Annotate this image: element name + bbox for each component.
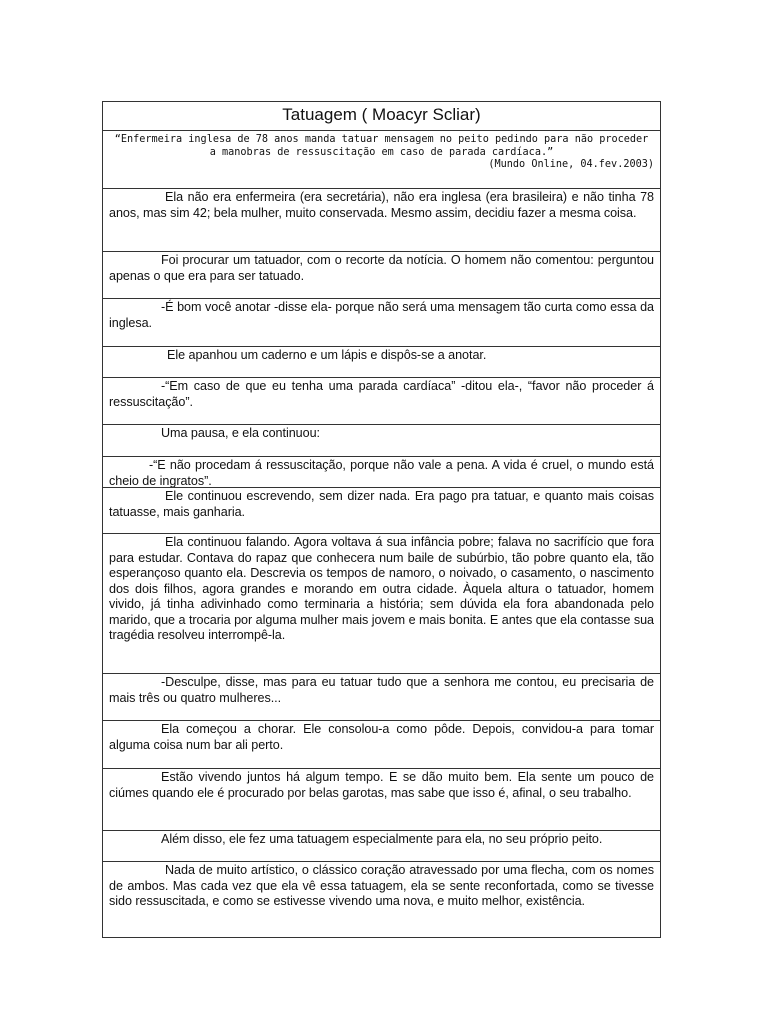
- epigraph: [103, 130, 660, 188]
- paragraph-7: -“E não procedam á ressuscitação, porque não vale a pena. A vida é cruel, o mundo está cheio de ingratos”.: [103, 456, 660, 487]
- paragraph-6: Uma pausa, e ela continuou:: [103, 424, 660, 456]
- paragraph-10: -Desculpe, disse, mas para eu tatuar tudo que a senhora me contou, eu precisaria de mais três ou quatro mulheres...: [103, 673, 660, 720]
- paragraph-8: Ele continuou escrevendo, sem dizer nada. Era pago pra tatuar, e quanto mais coisas tatuasse, mais ganharia.: [103, 487, 660, 533]
- paragraph-1: Ela não era enfermeira (era secretária), não era inglesa (era brasileira) e não tinha 78 anos, mas sim 42; bela mulher, muito conservada. Mesmo assim, decidiu fazer a mesma coisa.: [103, 188, 660, 251]
- paragraph-13: Além disso, ele fez uma tatuagem especialmente para ela, no seu próprio peito.: [103, 830, 660, 861]
- document-title: Tatuagem ( Moacyr Scliar): [282, 105, 481, 124]
- paragraph-4: Ele apanhou um caderno e um lápis e dispôs-se a anotar.: [103, 346, 660, 377]
- paragraph-9: Ela continuou falando. Agora voltava á sua infância pobre; falava no sacrifício que fora para estudar. Contava do rapaz que conhecera num baile de subúrbio, tão pobre quanto ela, tão esperançoso quanto ela. Descrevia os tempos de namoro, o noivado, o casamento, o nascimento dos dois filhos, agora grandes e morando em outra cidade. Àquela altura o tatuador, homem vivido, já tinha adivinhado como terminaria a história; sem dúvida ela fora abandonada pelo marido, que a trocaria por alguma mulher mais jovem e mais bonita. E antes que ela contasse sua tragédia resolveu interrompê-la.: [103, 533, 660, 673]
- paragraph-12: Estão vivendo juntos há algum tempo. E se dão muito bem. Ela sente um pouco de ciúmes quando ele é procurado por belas garotas, mas sabe que isso é, afinal, o seu trabalho.: [103, 768, 660, 830]
- epigraph-source: (Mundo Online, 04.fev.2003): [488, 159, 654, 170]
- paragraph-2: Foi procurar um tatuador, com o recorte da notícia. O homem não comentou: perguntou apenas o que era para ser tatuado.: [103, 251, 660, 298]
- paragraph-5: -“Em caso de que eu tenha uma parada cardíaca” -ditou ela-, “favor não proceder á ressuscitação”.: [103, 377, 660, 424]
- paragraph-14: Nada de muito artístico, o clássico coração atravessado por uma flecha, com os nomes de ambos. Mas cada vez que ela vê essa tatuagem, ela se sente reconfortada, como se tivesse sido ressuscitada, e como se estivesse vivendo uma nova, e muito melhor, existência.: [103, 861, 660, 937]
- paragraph-11: Ela começou a chorar. Ele consolou-a como pôde. Depois, convidou-a para tomar alguma coisa num bar ali perto.: [103, 720, 660, 768]
- paragraph-3: -É bom você anotar -disse ela- porque não será uma mensagem tão curta como essa da inglesa.: [103, 298, 660, 346]
- epigraph-quote: “Enfermeira inglesa de 78 anos manda tatuar mensagem no peito pedindo para não proceder a manobras de ressuscitação em caso de parada cardíaca.”: [114, 134, 649, 158]
- document-table: [102, 101, 661, 938]
